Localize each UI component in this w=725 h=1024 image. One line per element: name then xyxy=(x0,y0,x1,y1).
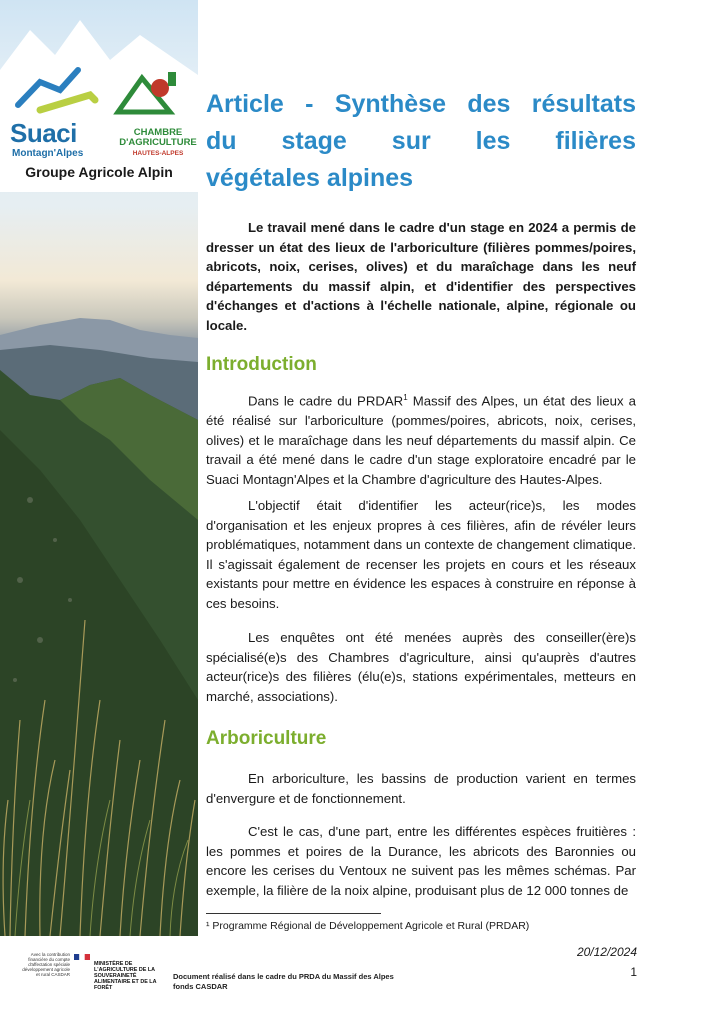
logo-header xyxy=(0,0,198,192)
bottom-note xyxy=(173,972,394,992)
footnote-ref: 1 xyxy=(403,393,408,402)
bottom-note-line-1: Document réalisé dans le cadre du PRDA du Massif des Alpes xyxy=(173,972,394,981)
arboriculture-heading: Arboriculture xyxy=(206,728,327,749)
group-name: Groupe Agricole Alpin xyxy=(25,164,173,180)
bottom-note-line-2: fonds CASDAR xyxy=(173,982,228,991)
arbo-paragraph-2: C'est le cas, d'une part, entre les différentes espèces fruitières : les pommes et poires de la Durance, les abricots des Baronnies ou encore les cerises du Ventoux ne suivent pas les mêmes schémas. Par exemple, la filière de la noix alpine, produisant plus de 12 000 tonnes de xyxy=(206,824,636,898)
casdar-contribution-text: Avec la contribution financière du compte d'affectation spéciale développement agricole et rural CASDAR xyxy=(22,952,70,977)
suaci-logo-sub: Montagn'Alpes xyxy=(12,148,84,159)
chambre-logo-name: CHAMBRE D'AGRICULTURE xyxy=(119,127,197,148)
title-line-2: du stage sur les filières xyxy=(206,127,636,155)
intro-paragraph-3: Les enquêtes ont été menées auprès des conseiller(ère)s spécialisé(e)s des Chambres d'agriculture, ainsi qu'auprès d'autres acteur(rice)s des filières (élu(e)s, stations expérimentales, metteurs en marché, associations). xyxy=(206,630,636,704)
ministry-name: MINISTÈRE DE L'AGRICULTURE DE LA SOUVERAINETÉ ALIMENTAIRE ET DE LA FORÊT xyxy=(94,961,157,991)
suaci-logo-name: Suaci xyxy=(10,118,77,148)
footnote: ¹ Programme Régional de Développement Agricole et Rural (PRDAR) xyxy=(206,920,530,932)
title-line-3: végétales alpines xyxy=(206,164,414,192)
french-flag-icon xyxy=(74,954,90,960)
chambre-logo-sub: HAUTES-ALPES xyxy=(132,150,184,157)
intro-p1-rest: Massif des Alpes, un état des lieux a été réalisé sur l'arboriculture (pommes/poires, abricots, noix, cerises, olives) et le maraîchage dans les neuf départements du massif alpin. Ce travail a été mené dans le cadre d'un stage exploratoire encadré par le Suaci Montagn'Alpes et la Chambre d'agriculture des Hautes-Alpes. xyxy=(206,393,636,487)
intro-paragraph-1 xyxy=(206,388,636,489)
introduction-heading: Introduction xyxy=(206,354,317,375)
intro-p1-start: Dans le cadre du PRDAR xyxy=(248,393,404,409)
document-date: 20/12/2024 xyxy=(576,945,637,959)
footnote-divider xyxy=(206,913,381,914)
article-title xyxy=(206,86,636,197)
logo-graphic xyxy=(0,0,198,120)
intro-paragraph-2: L'objectif était d'identifier les acteur(rice)s, les modes d'organisation et les enjeux propres à ces filières, afin de révéler leurs problématiques, notamment dans un contexte de changement climatique. Il s'agissait également de recenser les projets en cours et les réseaux existants pour mettre en évidence les espaces à construire en réponse à ces besoins. xyxy=(206,498,636,611)
ministry-logo xyxy=(20,952,170,1012)
page-number: 1 xyxy=(630,965,637,979)
arbo-paragraph-1: En arboriculture, les bassins de production varient en termes d'envergure et de fonctionnement. xyxy=(206,771,636,806)
lead-paragraph: Le travail mené dans le cadre d'un stage en 2024 a permis de dresser un état des lieux de l'arboriculture (filières pommes/poires, abricots, noix, cerises, olives) et du maraîchage dans les neuf départements du massif alpin, et d'identifier des perspectives d'échanges et d'actions à l'échelle nationale, alpine, régionale ou locale. xyxy=(206,220,636,333)
title-line-1: Article - Synthèse des résultats xyxy=(206,90,636,118)
